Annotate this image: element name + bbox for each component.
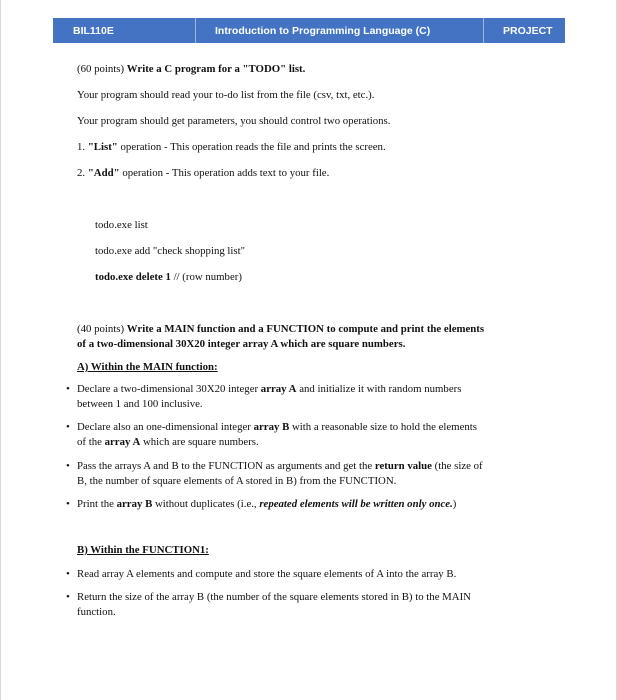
bullet-icon: • xyxy=(66,498,70,510)
part1-line1: Your program should read your to-do list from the file (csv, txt, etc.). xyxy=(77,89,375,101)
command-add: todo.exe add "check shopping list" xyxy=(95,245,246,257)
part1-title: Write a C program for a "TODO" list. xyxy=(126,63,306,75)
op2-name: "Add" xyxy=(87,167,120,179)
a3-pre: Pass the arrays A and B to the FUNCTION as arguments and get the xyxy=(77,460,373,472)
a2-line1 xyxy=(77,420,477,434)
section-b-title: B) Within the FUNCTION1: xyxy=(77,544,209,556)
page-header xyxy=(53,18,565,43)
bullet-icon: • xyxy=(66,421,70,433)
part2-heading-line2 xyxy=(77,337,405,351)
a1-line1 xyxy=(77,382,461,396)
a2-line2-bold: array A xyxy=(104,436,141,448)
a2-post: with a reasonable size to hold the elements xyxy=(291,421,477,433)
op2-number: 2. xyxy=(77,167,86,179)
a4-line xyxy=(77,497,456,511)
a4-mid: without duplicates (i.e., xyxy=(154,498,257,510)
op1-description: operation - This operation reads the file and prints the screen. xyxy=(120,141,386,153)
a1-pre: Declare a two-dimensional 30X20 integer xyxy=(77,383,259,395)
section-a-heading xyxy=(77,360,218,374)
bullet-icon: • xyxy=(66,460,70,472)
a4-italic: repeated elements will be written only once. xyxy=(259,498,453,510)
header-divider xyxy=(483,18,484,43)
part2-points: (40 points) xyxy=(77,323,125,335)
a4-post: ) xyxy=(452,498,457,510)
a3-bold: return value xyxy=(374,460,432,472)
bullet-icon: • xyxy=(66,591,70,603)
section-b-heading xyxy=(77,543,209,557)
a3-line1 xyxy=(77,459,483,473)
a1-post: and initialize it with random numbers xyxy=(299,383,462,395)
a4-pre: Print the xyxy=(77,498,114,510)
part1-heading xyxy=(77,62,305,76)
a1-line2: between 1 and 100 inclusive. xyxy=(77,398,203,410)
a2-line2 xyxy=(77,435,259,449)
a3-post: (the size of xyxy=(434,460,483,472)
section-a-title: A) Within the MAIN function: xyxy=(77,361,218,373)
command-delete-text: todo.exe delete 1 xyxy=(95,271,171,283)
op1-number: 1. xyxy=(77,141,86,153)
operation-add xyxy=(77,166,329,180)
part1-line2: Your program should get parameters, you should control two operations. xyxy=(77,115,391,127)
bullet-icon: • xyxy=(66,383,70,395)
header-divider xyxy=(195,18,196,43)
b1-line: Read array A elements and compute and store the square elements of A into the array B. xyxy=(77,568,457,580)
operation-list xyxy=(77,140,386,154)
command-delete-comment: // (row number) xyxy=(173,271,242,283)
a2-bold: array B xyxy=(253,421,290,433)
part2-heading-line1 xyxy=(77,322,484,336)
a4-bold: array B xyxy=(116,498,153,510)
b2-line2: function. xyxy=(77,606,116,618)
command-delete xyxy=(95,270,242,284)
course-title: Introduction to Programming Language (C) xyxy=(215,25,431,37)
project-label: PROJECT xyxy=(503,25,553,37)
a2-line2-post: which are square numbers. xyxy=(142,436,259,448)
a2-pre: Declare also an one-dimensional integer xyxy=(77,421,251,433)
op1-name: "List" xyxy=(87,141,118,153)
command-list: todo.exe list xyxy=(95,219,148,231)
op2-description: operation - This operation adds text to your file. xyxy=(122,167,330,179)
a2-line2-pre: of the xyxy=(77,436,102,448)
a3-line2: B, the number of square elements of A stored in B) from the FUNCTION. xyxy=(77,475,397,487)
part2-title-line2: of a two-dimensional 30X20 integer array A which are square numbers. xyxy=(77,338,406,350)
part2-title-line1: Write a MAIN function and a FUNCTION to compute and print the elements xyxy=(126,323,485,335)
course-code: BIL110E xyxy=(73,25,114,37)
a1-bold: array A xyxy=(260,383,297,395)
part1-points: (60 points) xyxy=(77,63,125,75)
b2-line1: Return the size of the array B (the number of the square elements stored in B) to the MAIN xyxy=(77,591,471,603)
bullet-icon: • xyxy=(66,568,70,580)
